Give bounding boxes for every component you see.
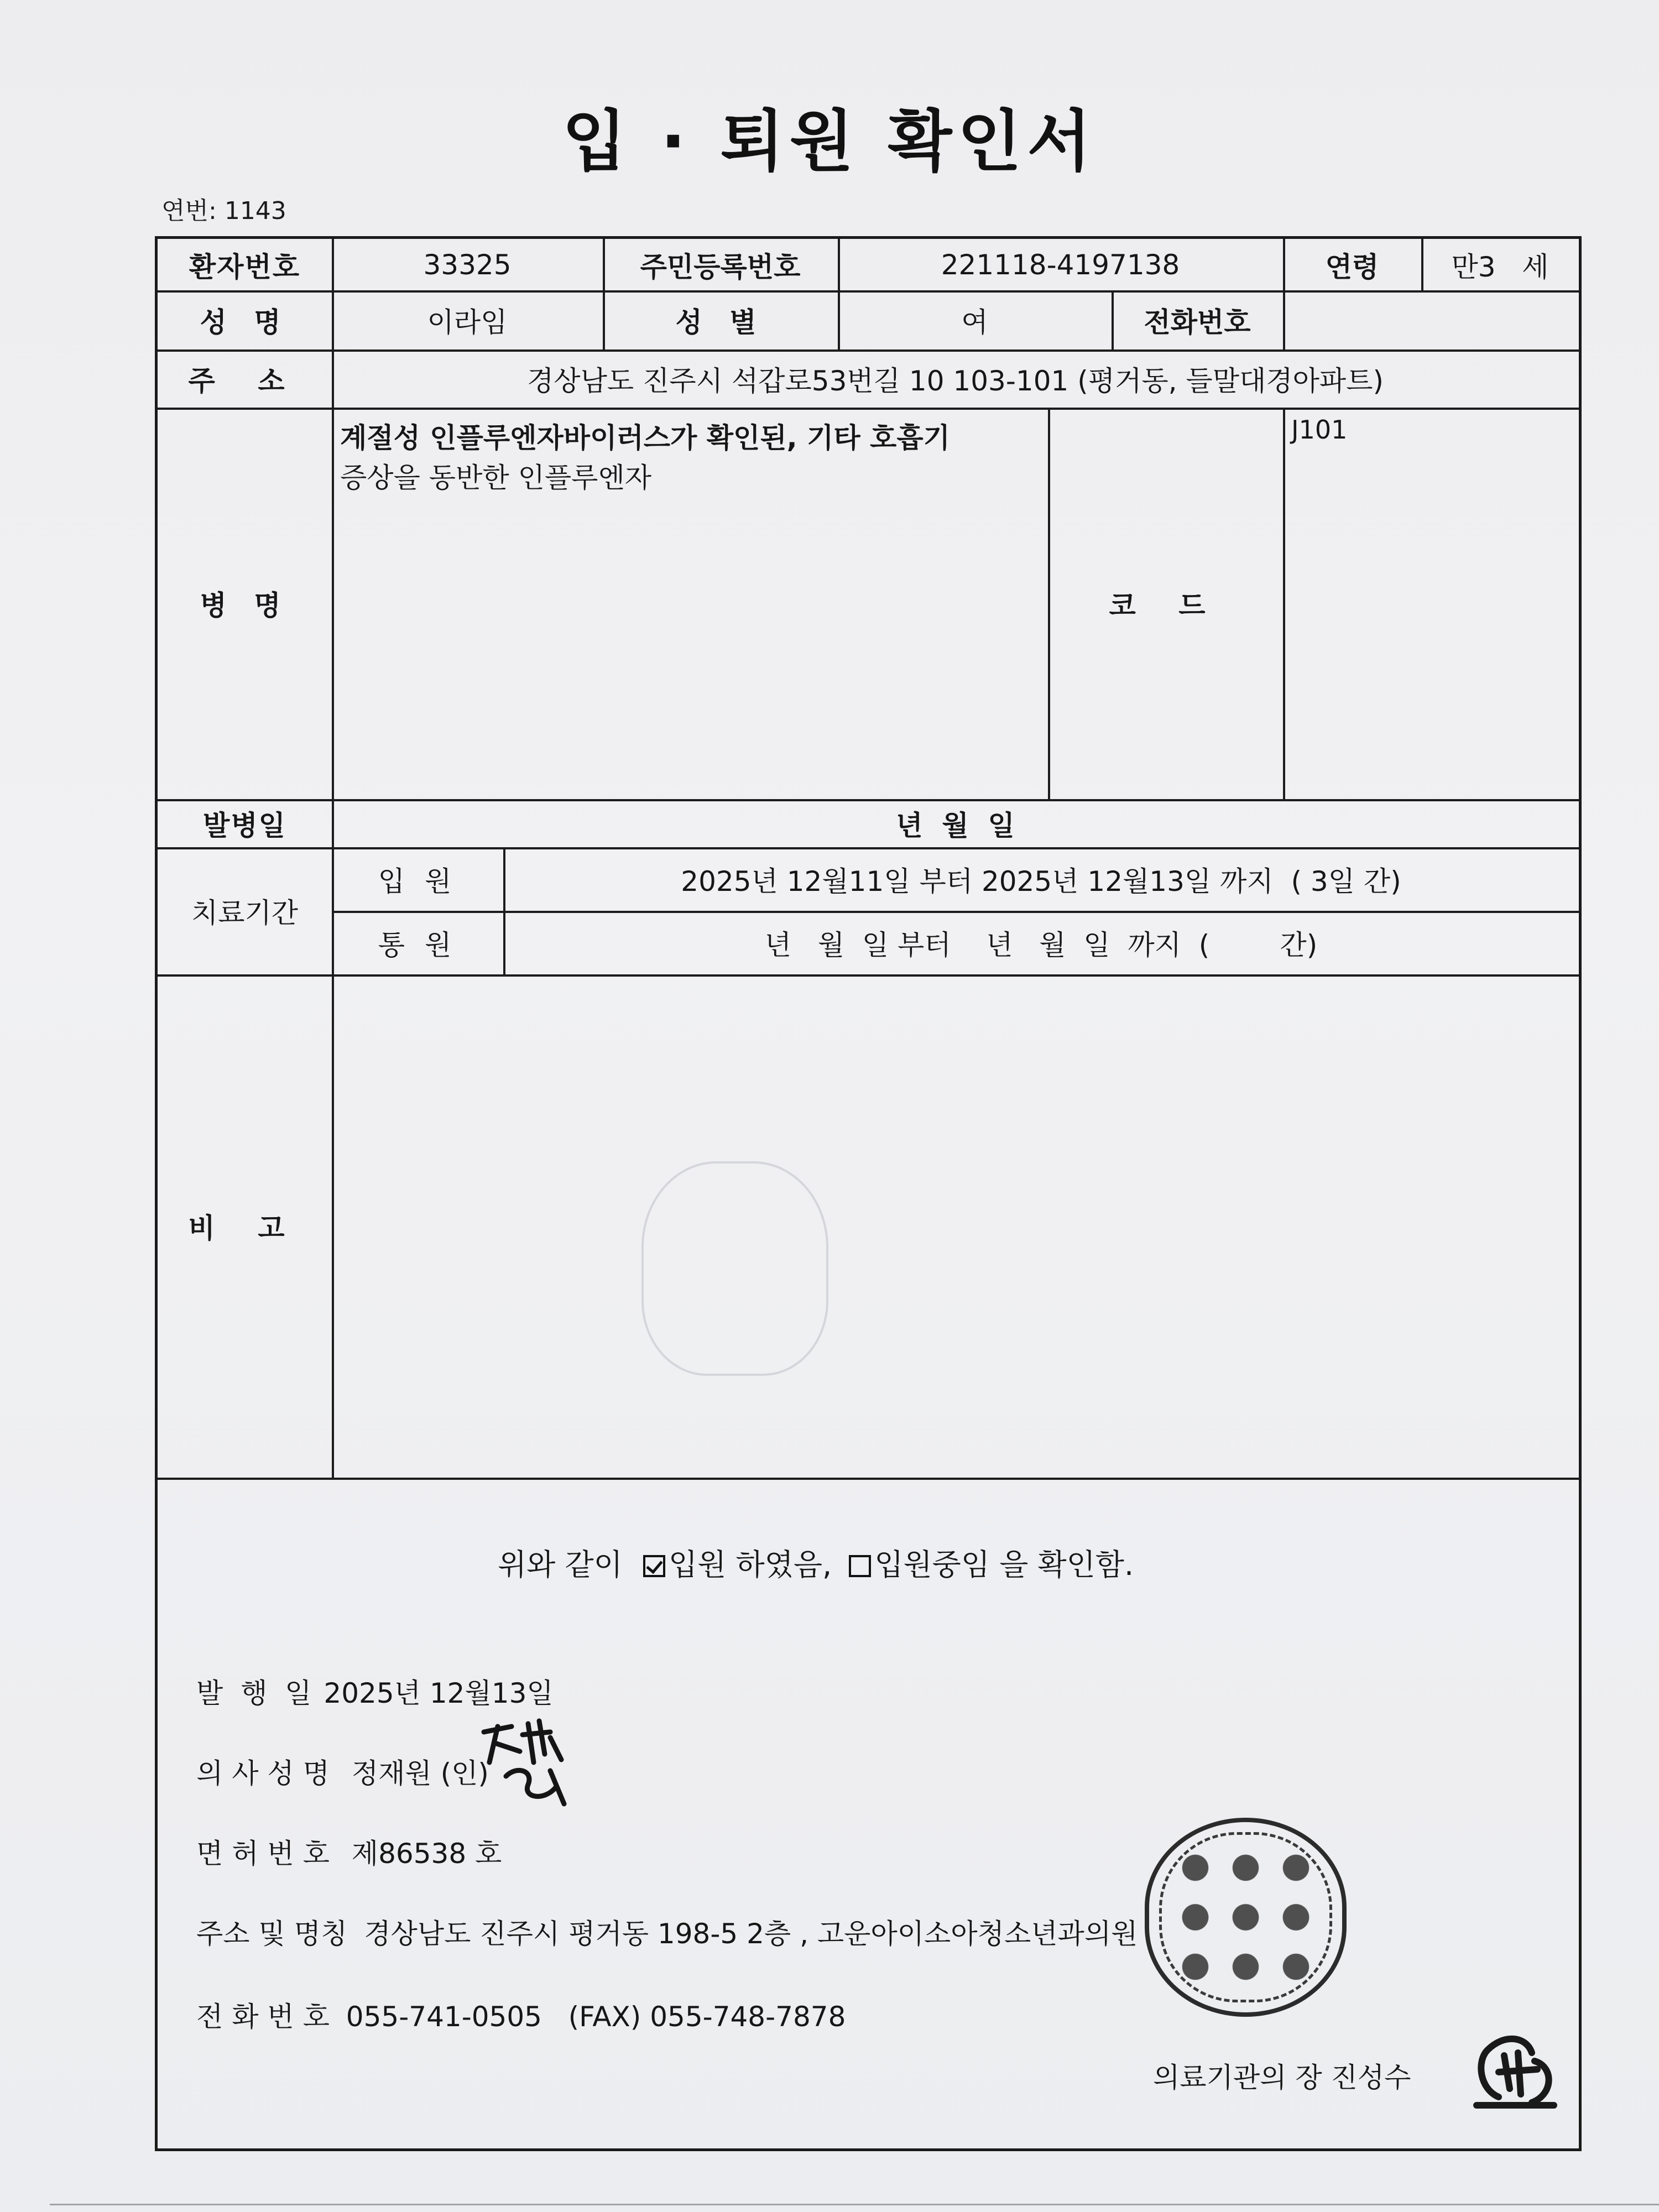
inpatient-period: 2025년 12월11일 부터 2025년 12월13일 까지 ( 3일 간)	[681, 865, 1401, 898]
code-value: J101	[1291, 415, 1348, 445]
serial-number: 연번: 1143	[161, 197, 286, 225]
outpatient-period: 년 월 일 부터 년 월 일 까지 ( 간)	[764, 928, 1318, 961]
rrn-value: 221118-4197138	[941, 248, 1180, 281]
doctor-label: 의 사 성 명	[196, 1757, 330, 1790]
issue-date-row	[196, 1671, 554, 1711]
diagnosis-line-1: 계절성 인플루엔자바이러스가 확인된, 기타 호흡기	[340, 422, 950, 454]
institution-seal-icon	[1145, 1818, 1347, 2017]
remarks-label: 비 고	[188, 1212, 301, 1244]
institution-row	[196, 1912, 1138, 1952]
rrn-label: 주민등록번호	[640, 251, 801, 283]
issue-date-label: 발 행 일	[196, 1677, 312, 1709]
institution-label: 주소 및 명칭	[196, 1918, 348, 1950]
sex-label: 성 별	[675, 306, 765, 338]
patient-no-label: 환자번호	[189, 251, 301, 283]
doctor-row	[196, 1751, 489, 1791]
form-table	[155, 236, 1582, 2151]
inpatient-label: 입 원	[378, 865, 457, 898]
address-value: 경상남도 진주시 석갑로53번길 10 103-101 (평거동, 들말대경아파트)	[526, 364, 1384, 397]
admitted-option-label: 입원 하였음,	[669, 1547, 832, 1582]
issue-date-value: 2025년 12월13일	[324, 1677, 554, 1709]
name-value: 이라임	[427, 306, 508, 338]
tel-label: 전 화 번 호	[196, 2001, 330, 2033]
age-label: 연령	[1325, 251, 1379, 283]
doctor-signature-icon	[467, 1710, 578, 1809]
license-number: 제86538 호	[351, 1838, 502, 1870]
remarks-value	[332, 974, 1579, 1478]
outpatient-label: 통 원	[378, 928, 457, 961]
phone-label: 전화번호	[1144, 306, 1251, 338]
onset-value: 년 월 일	[896, 809, 1015, 842]
onset-label: 발병일	[203, 809, 286, 842]
institution-value: 경상남도 진주시 평거동 198-5 2층 , 고운아이소아청소년과의원	[364, 1918, 1138, 1950]
tel-row	[196, 1995, 846, 2034]
document-title: 입 · 퇴원 확인서	[562, 103, 1097, 180]
in-hospital-checkbox[interactable]	[849, 1555, 871, 1577]
address-label: 주 소	[188, 364, 301, 397]
license-row	[196, 1832, 502, 1871]
patient-no-value: 33325	[423, 248, 512, 281]
page-edge-line	[50, 2204, 1659, 2205]
name-label: 성 명	[200, 306, 290, 338]
in-hospital-option-label: 입원중임 을 확인함.	[874, 1547, 1134, 1582]
institution-head: 의료기관의 장 진성수	[1153, 2062, 1411, 2094]
doctor-name: 정재원 (인)	[351, 1757, 489, 1790]
head-signature-stamp-icon	[1465, 2022, 1565, 2116]
tel-value: 055-741-0505 (FAX) 055-748-7878	[346, 2001, 846, 2033]
confirmation-statement	[498, 1541, 1134, 1584]
license-label: 면 허 번 호	[196, 1838, 330, 1870]
phone-value	[1283, 290, 1579, 349]
admitted-checkbox[interactable]	[643, 1555, 665, 1577]
diagnosis-line-2: 증상을 동반한 인플루엔자	[340, 462, 652, 494]
age-value: 만3 세	[1451, 251, 1549, 283]
code-label: 코 드	[1109, 589, 1222, 622]
diagnosis-label: 병 명	[200, 589, 290, 622]
treatment-label: 치료기간	[191, 897, 299, 929]
confirm-prefix: 위와 같이	[498, 1547, 623, 1582]
sex-value: 여	[961, 306, 988, 338]
